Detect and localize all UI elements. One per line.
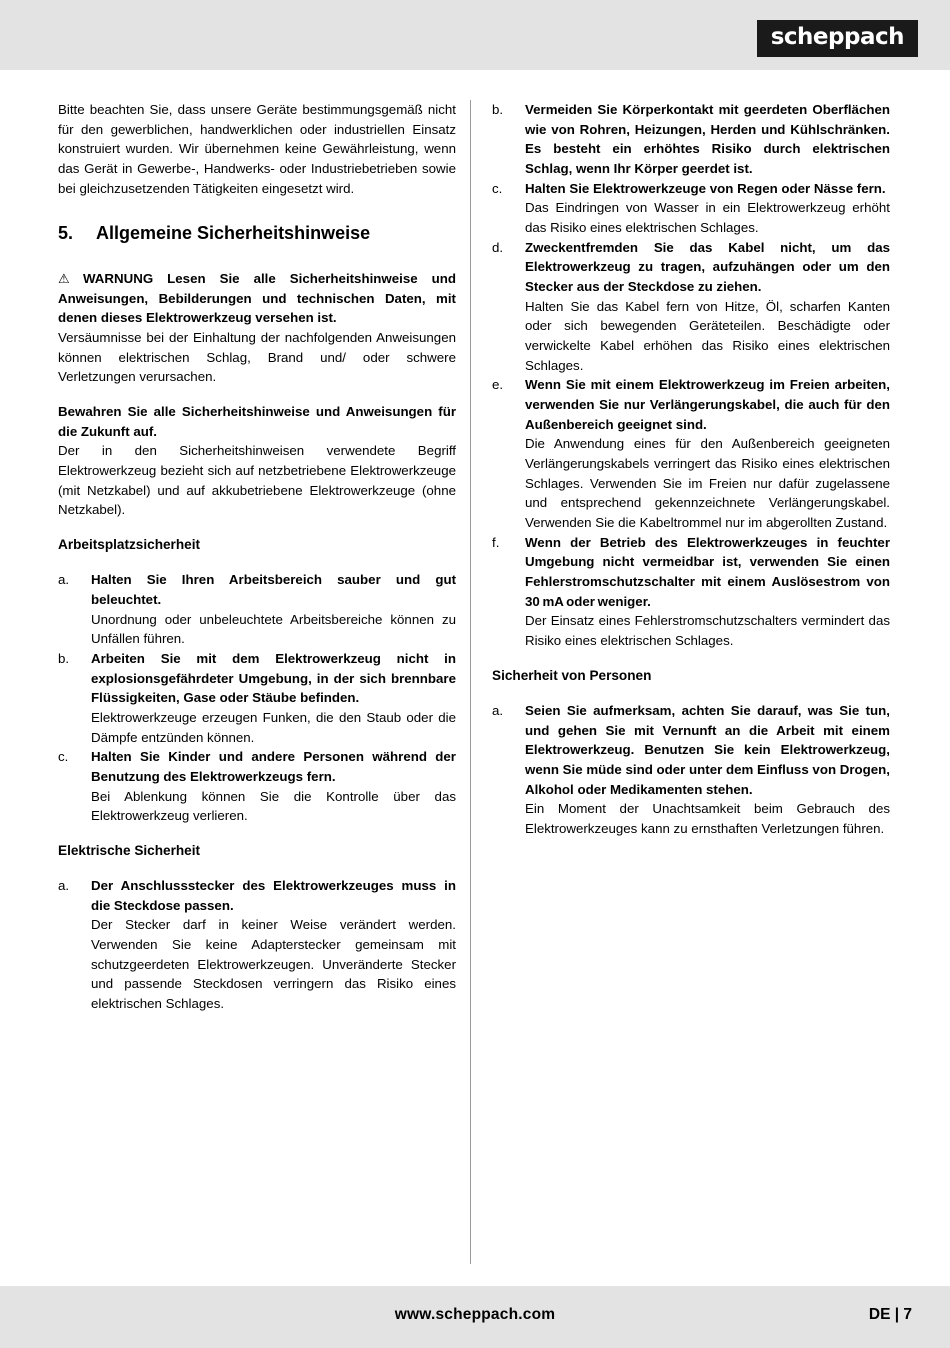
section-heading <box>58 220 456 247</box>
column-divider <box>470 100 471 1264</box>
list-marker: f. <box>492 534 500 550</box>
list-body <box>525 238 890 376</box>
list-body <box>525 375 890 532</box>
list-lead: Wenn der Betrieb des Elektrowerkzeuges in feuchter Umgebung nicht vermeidbar ist, verwenden Sie einen Fehlerstromschutzschalter mit einem Auslösestrom von 30 mA oder weniger. <box>525 534 890 609</box>
page-header-band <box>0 0 950 70</box>
list-lead: Halten Sie Elektrowerkzeuge von Regen oder Nässe fern. <box>525 180 886 196</box>
list-detail: Das Eindringen von Wasser in ein Elektrowerkzeug erhöht das Risiko eines elektrischen Schlages. <box>525 200 890 236</box>
list-detail: Die Anwendung eines für den Außenbereich geeigneten Verlängerungskabels verringert das Risiko eines elektrischen Schlages. Verwenden Sie im Freien nur dafür zugelassene und entsprechend gekennzeichnete Verlängerungskabel. Verwenden Sie die Kabeltrommel nur im abgerollten Zustand. <box>525 436 890 531</box>
warning-paragraph <box>58 269 456 328</box>
list-lead: Vermeiden Sie Körperkontakt mit geerdeten Oberflächen wie von Rohren, Heizungen, Herden und Kühlschränken. Es besteht ein erhöhtes Risiko durch elektrischen Schlag, wenn Ihr Körper geerdet ist. <box>525 102 890 177</box>
warning-triangle-icon: ⚠ <box>58 270 80 286</box>
list-body <box>91 747 456 826</box>
intro-paragraph: Bitte beachten Sie, dass unsere Geräte bestimmungsgemäß nicht für den gewerblichen, handwerklichen oder industriellen Einsatz konstruiert wurden. Wir übernehmen keine Gewährleistung, wenn das Gerät in Gewerbe-, Handwerks- oder Industriebetrieben sowie bei gleichzusetzenden Tätigkeiten eingesetzt wird. <box>58 102 456 196</box>
list-body <box>525 100 890 179</box>
scheppach-logo: scheppach <box>757 20 918 57</box>
list-body <box>525 179 890 238</box>
list-item <box>492 179 890 238</box>
list-item <box>58 649 456 747</box>
list-marker: c. <box>58 749 69 765</box>
list-body <box>91 570 456 649</box>
footer-website-url[interactable]: www.scheppach.com <box>394 1306 556 1323</box>
keep-instructions-detail: Der in den Sicherheitshinweisen verwendete Begriff Elektrowerkzeug bezieht sich auf netzbetriebene Elektrowerkzeuge (mit Netzkabel) und auf akkubetriebene Elektrowerkzeuge (ohne Netzkabel). <box>58 443 456 518</box>
list-marker: b. <box>58 650 70 666</box>
list-marker: a. <box>58 572 70 588</box>
list-lead: Zweckentfremden Sie das Kabel nicht, um das Elektrowerkzeug zu tragen, aufzuhängen oder um den Stecker aus der Steckdose zu ziehen. <box>525 239 890 295</box>
list-item <box>58 570 456 649</box>
keep-instructions-bold: Bewahren Sie alle Sicherheitshinweise und Anweisungen für die Zukunft auf. <box>58 404 456 439</box>
list-body <box>91 649 456 747</box>
list-marker: a. <box>492 702 504 718</box>
list-detail: Der Stecker darf in keiner Weise verändert werden. Verwenden Sie keine Adapterstecker gemeinsam mit schutzgeerdeten Elektrowerkzeugen. Unveränderte Stecker und passende Steckdosen verringern das Risiko eines elektrischen Schlages. <box>91 917 456 1012</box>
list-body <box>91 876 456 1014</box>
section-title-text: Allgemeine Sicherheitshinweise <box>96 223 371 244</box>
list-item <box>492 100 890 179</box>
right-column <box>492 100 890 839</box>
list-marker: e. <box>492 377 504 393</box>
left-column <box>58 100 456 1014</box>
list-lead: Wenn Sie mit einem Elektrowerkzeug im Freien arbeiten, verwenden Sie nur Verlängerungskabel, die auch für den Außenbereich geeignet sind. <box>525 377 890 432</box>
list-detail: Halten Sie das Kabel fern von Hitze, Öl, scharfen Kanten oder sich bewegenden Geräteteilen. Beschädigte oder verwickelte Kabel erhöhen das Risiko eines elektrischen Schlages. <box>525 298 890 373</box>
footer-page-number: DE | 7 <box>868 1306 912 1323</box>
list-detail: Der Einsatz eines Fehlerstromschutzschalters vermindert das Risiko eines elektrischen Schlages. <box>525 613 890 649</box>
list-lead: Der Anschlussstecker des Elektrowerkzeuges muss in die Steckdose passen. <box>91 878 456 913</box>
list-detail: Ein Moment der Unachtsamkeit beim Gebrauch des Elektrowerkzeuges kann zu ernsthaften Verletzungen führen. <box>525 801 890 836</box>
list-item <box>58 876 456 1014</box>
list-item <box>58 747 456 826</box>
list-item <box>492 701 890 839</box>
warning-bold-text: WARNUNG Lesen Sie alle Sicherheitshinweise und Anweisungen, Bebilderungen und technischen Daten, mit denen dieses Elektrowerkzeug versehen ist. <box>58 270 456 326</box>
list-lead: Halten Sie Ihren Arbeitsbereich sauber und gut beleuchtet. <box>91 572 456 607</box>
section-number: 5. <box>58 223 74 244</box>
list-item <box>492 238 890 376</box>
warning-detail: Versäumnisse bei der Einhaltung der nachfolgenden Anweisungen können elektrischen Schlag, Brand und/ oder schwere Verletzungen verursachen. <box>58 330 456 385</box>
list-detail: Bei Ablenkung können Sie die Kontrolle über das Elektrowerkzeug verlieren. <box>91 788 456 824</box>
list-lead: Arbeiten Sie mit dem Elektrowerkzeug nicht in explosionsgefährdeter Umgebung, in der sich brennbare Flüssigkeiten, Gase oder Stäube befinden. <box>91 650 456 706</box>
subheading-electrical-safety: Elektrische Sicherheit <box>58 842 201 858</box>
list-detail: Unordnung oder unbeleuchtete Arbeitsbereiche können zu Unfällen führen. <box>91 611 456 647</box>
list-lead: Halten Sie Kinder und andere Personen während der Benutzung des Elektrowerkzeugs fern. <box>91 749 456 784</box>
list-marker: d. <box>492 239 504 255</box>
list-marker: c. <box>492 180 503 196</box>
page-footer-band <box>0 1286 950 1348</box>
list-lead: Seien Sie aufmerksam, achten Sie darauf, was Sie tun, und gehen Sie mit Vernunft an die Arbeit mit einem Elektrowerkzeug. Benutzen Sie kein Elektrowerkzeug, wenn Sie müde sind oder unter dem Einfluss von Drogen, Alkohol oder Medikamenten stehen. <box>525 702 890 797</box>
list-marker: b. <box>492 102 504 117</box>
subheading-personal-safety: Sicherheit von Personen <box>492 667 652 683</box>
subheading-workplace-safety: Arbeitsplatzsicherheit <box>58 537 201 553</box>
list-marker: a. <box>58 878 70 893</box>
list-body <box>525 701 890 839</box>
page-content <box>0 100 950 1270</box>
list-item <box>492 533 890 651</box>
list-body <box>525 533 890 651</box>
list-item <box>492 375 890 532</box>
list-detail: Elektrowerkzeuge erzeugen Funken, die den Staub oder die Dämpfe entzünden können. <box>91 709 456 745</box>
